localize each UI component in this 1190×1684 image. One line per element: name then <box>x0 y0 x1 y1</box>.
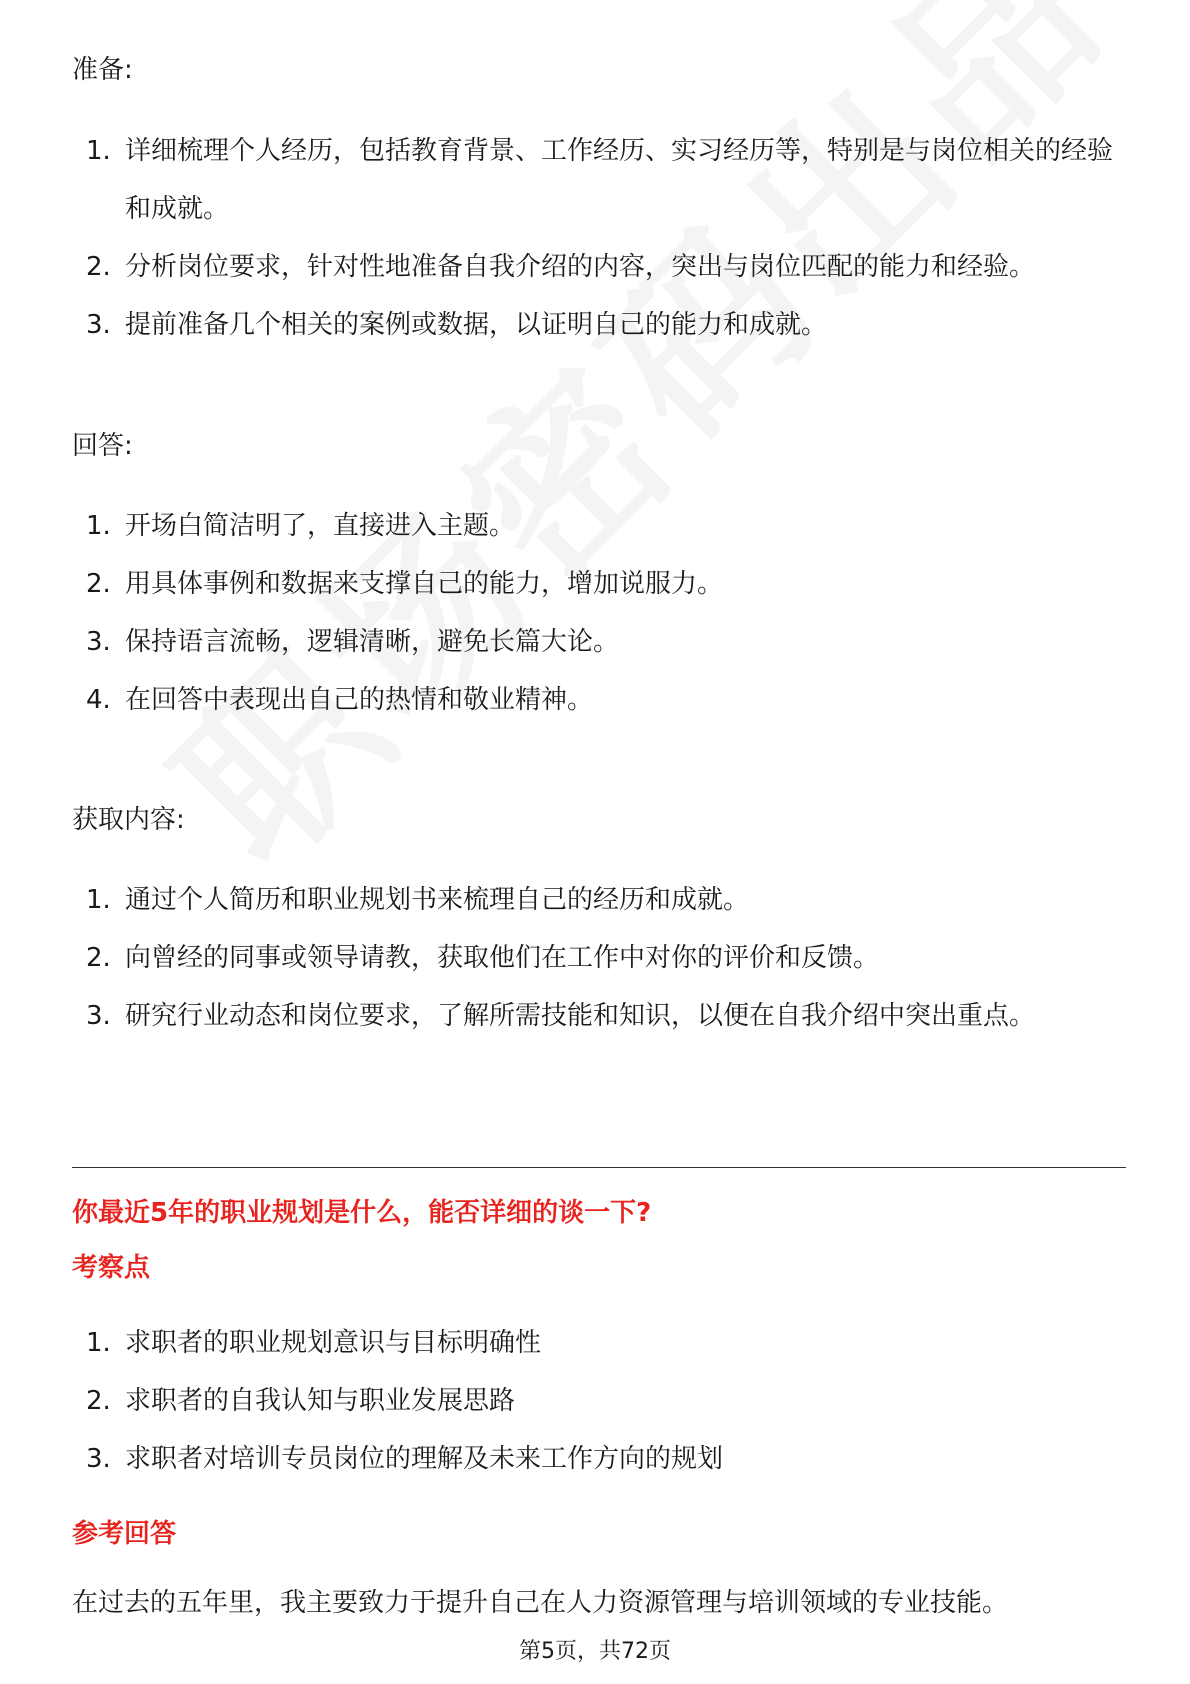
section-divider <box>72 1167 1126 1168</box>
obtain-list <box>72 871 1122 1045</box>
list-item: 3. 提前准备几个相关的案例或数据，以证明自己的能力和成就。 <box>86 310 828 340</box>
list-item: 3. 求职者对培训专员岗位的理解及未来工作方向的规划 <box>86 1444 724 1474</box>
list-item-text: 详细梳理个人经历，包括教育背景、工作经历、实习经历等，特别是与岗位相关的经验和成就。 <box>125 136 1114 224</box>
list-item: 1. 开场白简洁明了，直接进入主题。 <box>86 511 516 541</box>
list-item: 1. 通过个人简历和职业规划书来梳理自己的经历和成就。 <box>86 885 750 915</box>
section-label-answer: 回答: <box>72 431 133 461</box>
list-item: 3. 研究行业动态和岗位要求，了解所需技能和知识，以便在自我介绍中突出重点。 <box>86 1001 1036 1031</box>
reference-answer-paragraph: 在过去的五年里，我主要致力于提升自己在人力资源管理与培训领域的专业技能。 <box>72 1588 1009 1618</box>
exam-points-list <box>72 1314 1122 1488</box>
list-item: 1. 求职者的职业规划意识与目标明确性 <box>86 1328 542 1358</box>
prepare-list <box>72 122 1122 354</box>
list-item-text: 提前准备几个相关的案例或数据，以证明自己的能力和成就。 <box>125 310 828 340</box>
list-item: 2. 向曾经的同事或领导请教，获取他们在工作中对你的评价和反馈。 <box>86 943 880 973</box>
list-item: 4. 在回答中表现出自己的热情和敬业精神。 <box>86 685 594 715</box>
list-item-text: 开场白简洁明了，直接进入主题。 <box>125 511 516 541</box>
section-label-obtain: 获取内容: <box>72 805 185 835</box>
list-item-text: 分析岗位要求，针对性地准备自我介绍的内容，突出与岗位匹配的能力和经验。 <box>125 252 1036 282</box>
list-item-text: 在回答中表现出自己的热情和敬业精神。 <box>125 685 594 715</box>
answer-list <box>72 497 1122 729</box>
page-footer: 第5页，共72页 <box>519 1639 671 1664</box>
list-item: 1. 详细梳理个人经历，包括教育背景、工作经历、实习经历等，特别是与岗位相关的经验和成就。 <box>86 136 1114 224</box>
list-item: 2. 求职者的自我认知与职业发展思路 <box>86 1386 516 1416</box>
list-item-text: 求职者的自我认知与职业发展思路 <box>125 1386 516 1416</box>
list-item-text: 研究行业动态和岗位要求，了解所需技能和知识，以便在自我介绍中突出重点。 <box>125 1001 1036 1031</box>
list-item-text: 求职者的职业规划意识与目标明确性 <box>125 1328 542 1358</box>
exam-points-heading: 考察点 <box>72 1253 151 1283</box>
list-item-text: 通过个人简历和职业规划书来梳理自己的经历和成就。 <box>125 885 750 915</box>
list-item-text: 向曾经的同事或领导请教，获取他们在工作中对你的评价和反馈。 <box>125 943 880 973</box>
list-item-text: 保持语言流畅，逻辑清晰，避免长篇大论。 <box>125 627 620 657</box>
list-item: 2. 用具体事例和数据来支撑自己的能力，增加说服力。 <box>86 569 724 599</box>
list-item-text: 求职者对培训专员岗位的理解及未来工作方向的规划 <box>125 1444 724 1474</box>
section-label-prepare: 准备: <box>72 55 133 85</box>
question-heading: 你最近5年的职业规划是什么，能否详细的谈一下? <box>72 1198 652 1228</box>
list-item: 3. 保持语言流畅，逻辑清晰，避免长篇大论。 <box>86 627 620 657</box>
list-item: 2. 分析岗位要求，针对性地准备自我介绍的内容，突出与岗位匹配的能力和经验。 <box>86 252 1036 282</box>
list-item-text: 用具体事例和数据来支撑自己的能力，增加说服力。 <box>125 569 724 599</box>
reference-answer-heading: 参考回答 <box>72 1519 177 1549</box>
